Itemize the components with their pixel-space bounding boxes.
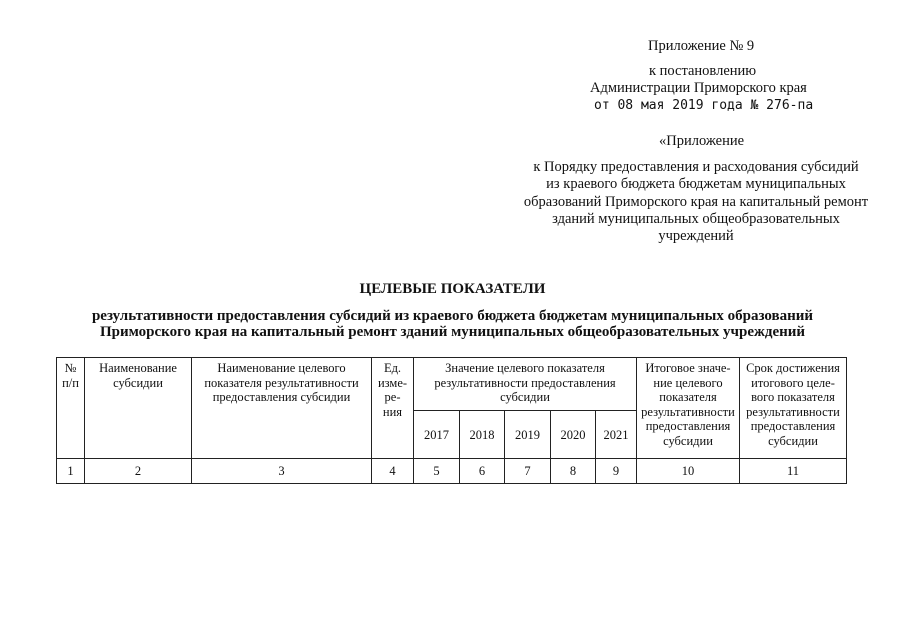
index-cell: 10	[637, 459, 740, 484]
document-subtitle-line2: Приморского края на капитальный ремонт зданий муниципальных общеобразовательных учреждений	[99, 324, 806, 340]
header-text: субсидии	[768, 433, 818, 448]
appendix-reference	[500, 159, 892, 245]
header-text: итогового целе-	[751, 375, 835, 390]
appendix-number: Приложение № 9	[648, 38, 755, 54]
header-text: субсидии	[113, 375, 163, 390]
header-text: вого показателя	[751, 390, 835, 404]
header-text: ние целевого	[653, 375, 723, 390]
index-row	[57, 459, 847, 484]
header-row	[57, 358, 847, 411]
index-cell: 1	[57, 459, 85, 484]
index-cell: 3	[192, 459, 372, 484]
header-text: субсидии	[663, 433, 713, 448]
header-text: Наименование целевого	[217, 361, 346, 375]
index-cell: 8	[551, 459, 596, 484]
appendix-line: учреждений	[658, 228, 734, 245]
resolution-date-number: от 08 мая 2019 года № 276-па	[594, 98, 814, 113]
col-header-number	[57, 358, 85, 459]
header-text: результативности	[641, 404, 735, 419]
to-resolution: к постановлению	[649, 63, 757, 79]
appendix-line: образований Приморского края на капитальный ремонт	[523, 193, 869, 210]
index-cell: 4	[372, 459, 414, 484]
header-text: результативности предоставления	[434, 375, 616, 390]
appendix-line: из краевого бюджета бюджетам муниципальных	[546, 176, 846, 193]
administration-name: Администрации Приморского края	[590, 80, 807, 96]
header-text: Ед.	[383, 361, 402, 375]
year-cell: 2020	[551, 411, 596, 459]
year-cell: 2017	[414, 411, 460, 459]
header-text: результативности	[746, 404, 840, 419]
header-text: предоставления	[750, 419, 836, 433]
col-header-final-value	[637, 358, 740, 459]
appendix-label: «Приложение	[659, 133, 745, 149]
header-text: ре-	[384, 390, 401, 404]
header-text: Срок достижения	[746, 361, 840, 375]
col-header-indicator	[192, 358, 372, 459]
index-cell: 5	[414, 459, 460, 484]
header-text: показателя	[659, 390, 717, 404]
document-subtitle-line1: результативности предоставления субсидий из краевого бюджета бюджетам муниципальных образований	[91, 308, 814, 324]
year-cell: 2018	[460, 411, 505, 459]
col-header-subsidy	[85, 358, 192, 459]
index-cell: 7	[505, 459, 551, 484]
header-text: предоставления	[645, 419, 731, 433]
header-text: предоставления субсидии	[212, 390, 351, 404]
index-cell: 9	[596, 459, 637, 484]
header-text: Наименование	[99, 361, 177, 375]
col-header-values	[414, 358, 637, 411]
header-text: п/п	[62, 375, 79, 390]
index-cell: 6	[460, 459, 505, 484]
year-cell: 2021	[596, 411, 637, 459]
document-title: ЦЕЛЕВЫЕ ПОКАЗАТЕЛИ	[359, 281, 546, 297]
header-text: ния	[382, 404, 403, 419]
header-text: №	[64, 361, 77, 375]
header-text: Итоговое значе-	[645, 361, 731, 375]
header-text: изме-	[377, 375, 408, 390]
index-cell: 2	[85, 459, 192, 484]
appendix-line: к Порядку предоставления и расходования субсидий	[533, 159, 859, 175]
col-header-unit	[372, 358, 414, 459]
appendix-line: зданий муниципальных общеобразовательных	[552, 210, 840, 227]
col-header-deadline	[740, 358, 847, 459]
header-text: Значение целевого показателя	[445, 361, 605, 375]
header-text: показателя результативности	[204, 375, 359, 390]
header-text: субсидии	[500, 390, 550, 404]
index-cell: 11	[740, 459, 847, 484]
year-cell: 2019	[505, 411, 551, 459]
indicators-table	[56, 357, 847, 484]
